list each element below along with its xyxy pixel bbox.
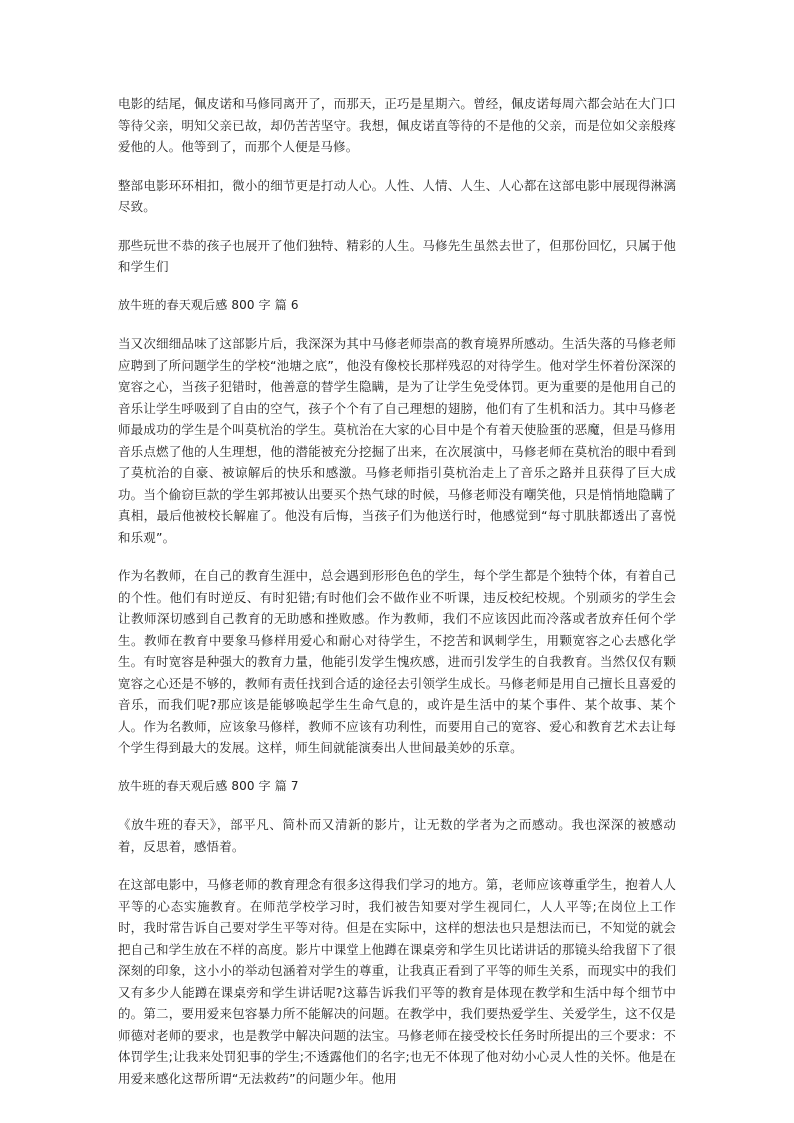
paragraph-as-teacher: 作为名教师，在自己的教育生涯中，总会遇到形形色色的学生，每个学生都是个独特个体，有着自己的个性。他们有时逆反、有时犯错;有时他们会不做作业不听课，违反校纪校规。个别顽劣的学生会让教师深切感到自己教育的无助感和挫败感。作为教师，我们不应该因此而冷落或者放弃任何个学生。教师在教育中要象马修样用爱心和耐心对待学生，不挖苦和讽刺学生，用颗宽容之心去感化学生。有时宽容是种强大的教育力量，他能引发学生愧疚感，进而引发学生的自我教育。当然仅仅有颗宽容之心还是不够的，教师有责任找到合适的途径去引领学生成长。马修老师是用自己擅长且喜爱的音乐，而我们呢?那应该是能够唤起学生生命气息的，或许是生活中的某个事件、某个故事、某个人。作为名教师，应该象马修样，教师不应该有功利性，而要用自己的宽容、爱心和教育艺术去让每个学生得到最大的发展。这样，师生间就能演奏出人世间最美妙的乐章。 — [118, 568, 676, 755]
paragraph-education-idea: 在这部电影中，马修老师的教育理念有很多这得我们学习的地方。第，老师应该尊重学生，抱着人人平等的心态实施教育。在师范学校学习时，我们被告知要对学生视同仁，人人平等;在岗位上工作时，我时常告诉自己要对学生平等对待。但是在实际中，这样的想法也只是想法而已，不知觉的就会把自己和学生放在不样的高度。影片中课堂上他蹲在课桌旁和学生贝比诺讲话的那镜头给我留下了很深刻的印象，这小小的举动包涵着对学生的尊重，让我真正看到了平等的师生关系，而现实中的我们又有多少人能蹲在课桌旁和学生讲话呢?这幕告诉我们平等的教育是体现在教学和生活中每个细节中的。第二，要用爱来包容暴力所不能解决的问题。在教学中，我们要热爱学生、关爱学生，这不仅是师德对老师的要求，也是教学中解决问题的法宝。马修老师在接受校长任务时所提出的三个要求：不体罚学生;让我来处罚犯事的学生;不透露他们的名字;也无不体现了他对幼小心灵人性的关怀。他是在用爱来感化这帮所谓“无法救药”的问题少年。他用 — [118, 877, 676, 1086]
paragraph-teacher-mathieu: 当又次细细品味了这部影片后，我深深为其中马修老师崇高的教育境界所感动。生活失落的马修老师应聘到了所问题学生的学校“池塘之底”，他没有像校长那样残忍的对待学生。他对学生怀着份深深的宽容之心，当孩子犯错时，他善意的替学生隐瞒，是为了让学生免受体罚。更为重要的是他用自己的音乐让学生呼吸到了自由的空气，孩子个个有了自己理想的翅膀，他们有了生机和活力。其中马修老师最成功的学生是个叫莫杭治的学生。莫杭治在大家的心目中是个有着天使脸蛋的恶魔，但是马修用音乐点燃了他的人生理想，他的潜能被充分挖掘了出来，在次展演中，马修老师在莫杭治的眼中看到了莫杭治的自豪、被谅解后的快乐和感激。马修老师指引莫杭治走上了音乐之路并且获得了巨大成功。当个偷窃巨款的学生郭邦被认出要买个热气球的时候，马修老师没有嘲笑他，只是悄悄地隐瞒了真相，最后他被校长解雇了。他没有后悔，当孩子们为他送行时，他感觉到“每寸肌肤都透出了喜悦和乐观”。 — [118, 336, 676, 545]
paragraph-students-life: 那些玩世不恭的孩子也展开了他们独特、精彩的人生。马修先生虽然去世了，但那份回忆，只属于他和学生们 — [118, 237, 676, 274]
paragraph-details: 整部电影环环相扣，微小的细节更是打动人心。人性、人情、人生、人心都在这部电影中展现得淋漓尽致。 — [118, 177, 676, 214]
paragraph-intro-film: 《放牛班的春天》，部平凡、简朴而又清新的影片，让无数的学者为之而感动。我也深深的被感动着，反思着，感悟着。 — [118, 817, 676, 854]
paragraph-ending: 电影的结尾，佩皮诺和马修同离开了，而那天，正巧是星期六。曾经，佩皮诺每周六都会站在大门口等待父亲，明知父亲已故，却仍苦苦坚守。我想，佩皮诺直等待的不是他的父亲，而是位如父亲般疼爱他的人。他等到了，而那个人便是马修。 — [118, 96, 676, 154]
section-heading-6: 放牛班的春天观后感 800 字 篇 6 — [118, 297, 299, 312]
document-page — [118, 93, 676, 1106]
section-heading-7: 放牛班的春天观后感 800 字 篇 7 — [118, 778, 299, 793]
